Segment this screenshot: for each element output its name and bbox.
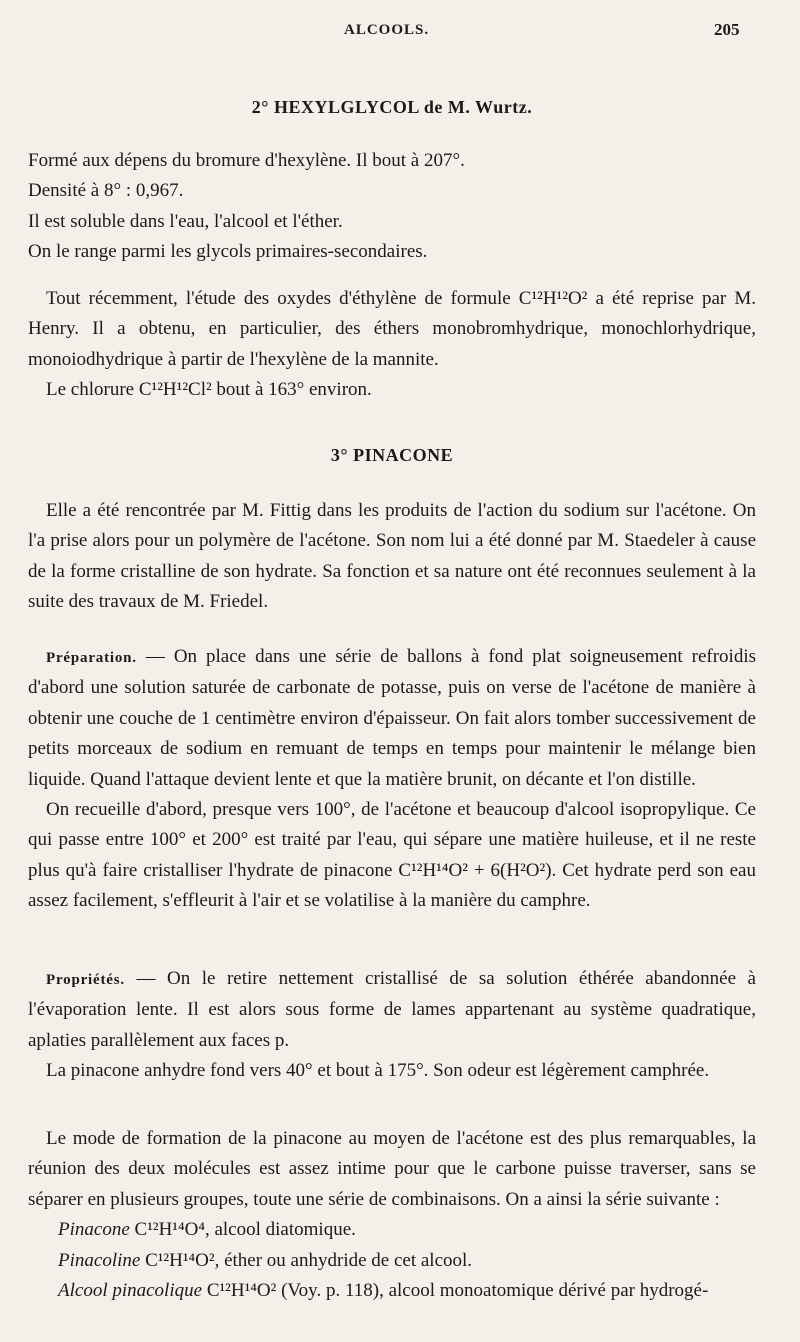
proprietes-block xyxy=(28,964,756,1087)
series-name: Alcool pinacolique xyxy=(58,1280,203,1302)
series-formula: C¹²H¹⁴O², éther ou anhydride de cet alcool. xyxy=(140,1249,473,1271)
preparation-block xyxy=(28,642,756,917)
hexylglycol-properties xyxy=(28,146,756,268)
series-formula: C¹²H¹⁴O² (Voy. p. 118), alcool monoatomique dérivé par hydrogé- xyxy=(202,1280,709,1302)
paragraph-mode: Le mode de formation de la pinacone au moyen de l'acétone est des plus remarquables, la réunion des deux molécules est assez intime pour que le carbone puisse traverser, sans se séparer en plusieurs groupes, toute une série de combinaisons. On a ainsi la série suivante : xyxy=(28,1128,756,1210)
runin-proprietes: Propriétés. xyxy=(46,972,125,988)
mode-block xyxy=(28,1124,756,1306)
runin-preparation: Préparation. xyxy=(46,650,137,666)
pinacone-intro-block xyxy=(28,496,756,618)
hexylglycol-heading-block xyxy=(28,92,756,122)
text-line: Formé aux dépens du bromure d'hexylène. Il bout à 207°. xyxy=(28,150,465,171)
series-name: Pinacoline xyxy=(58,1249,141,1271)
running-title: ALCOOLS. xyxy=(344,22,430,38)
hexylglycol-henry-block xyxy=(28,284,756,406)
text-line: Densité à 8° : 0,967. xyxy=(28,180,184,202)
proprietes-text: — On le retire nettement cristallisé de sa solution éthérée abandonnée à l'évaporation lente. Il est alors sous forme de lames appartenant au système quadratique, aplaties parallèlement aux faces p. xyxy=(28,968,756,1051)
paragraph-proprietes xyxy=(28,964,756,1056)
section-heading-pinacone: 3° PINACONE xyxy=(330,445,454,465)
preparation-text: — On place dans une série de ballons à fond plat soigneusement refroidis d'abord une solution saturée de carbonate de potasse, puis on verse de l'acétone de manière à obtenir une couche de 1 centimètre environ d'épaisseur. On fait alors tomber successivement de petits morceaux de sodium en remuant de temps en temps pour maintenir le mélange bien liquide. Quand l'attaque devient lente et que la matière brunit, on décante et l'on distille. xyxy=(28,646,756,790)
section-heading-hexylglycol: 2° HEXYLGLYCOL de M. Wurtz. xyxy=(251,97,533,117)
series-item-pinacoline xyxy=(28,1246,756,1276)
text-line: Il est soluble dans l'eau, l'alcool et l'éther. xyxy=(28,210,343,232)
series-formula: C¹²H¹⁴O⁴, alcool diatomique. xyxy=(129,1219,356,1241)
text-line: On le range parmi les glycols primaires-secondaires. xyxy=(28,241,428,263)
page-header xyxy=(0,20,800,44)
pinacone-heading-block xyxy=(28,440,756,470)
paragraph-recueille: On recueille d'abord, presque vers 100°, de l'acétone et beaucoup d'alcool isopropylique. Ce qui passe entre 100° et 200° est traité par l'eau, qui sépare une matière huileuse, et il ne reste plus qu'à faire cristalliser l'hydrate de pinacone C¹²H¹⁴O² + 6(H²O²). Cet hydrate perd son eau assez facilement, s'effleurit à l'air et se volatilise à la manière du camphre. xyxy=(28,799,756,912)
page-number: 205 xyxy=(714,20,740,39)
series-name: Pinacone xyxy=(58,1219,130,1241)
paragraph-anhydre: La pinacone anhydre fond vers 40° et bout à 175°. Son odeur est légèrement camphrée. xyxy=(46,1060,710,1082)
series-item-pinacone xyxy=(28,1215,756,1245)
paragraph-pinacone-intro: Elle a été rencontrée par M. Fittig dans les produits de l'action du sodium sur l'acétone. On l'a prise alors pour un polymère de l'acétone. Son nom lui a été donné par M. Staedeler à cause de la forme cristalline de son hydrate. Sa fonction et sa nature ont été reconnues seulement à la suite des travaux de M. Friedel. xyxy=(28,500,756,613)
series-item-alcool-pinacolique xyxy=(28,1276,756,1306)
paragraph-henry: Tout récemment, l'étude des oxydes d'éthylène de formule C¹²H¹²O² a été reprise par M. Henry. Il a obtenu, en particulier, des éthers monobromhydrique, monochlorhydrique, monoiodhydrique à partir de l'hexylène de la mannite. xyxy=(28,288,756,370)
paragraph-preparation xyxy=(28,642,756,795)
paragraph-chlorure: Le chlorure C¹²H¹²Cl² bout à 163° environ. xyxy=(46,379,372,401)
